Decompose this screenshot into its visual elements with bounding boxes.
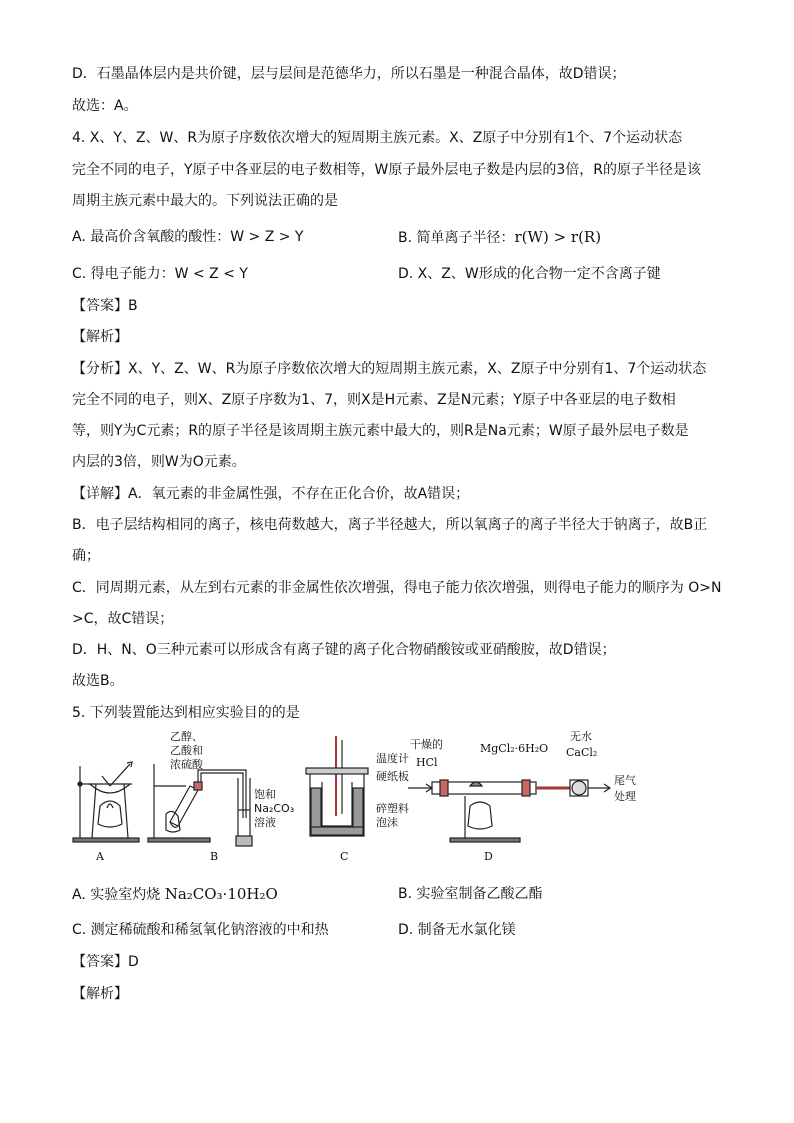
q5-option-a-formula: Na₂CO₃·10H₂O: [164, 885, 278, 903]
detail-text: >C，故C错误；: [72, 611, 174, 627]
setup-a-label: A: [96, 850, 104, 863]
b-saturated-label: Na₂CO₃: [254, 802, 295, 815]
detail-text: 【详解】A．氧元素的非金属性强，不存在正化合价，故A错误；: [72, 486, 470, 502]
c-foam-label: 碎塑料: [376, 802, 409, 815]
setup-c-apparatus: [306, 736, 368, 836]
c-board-label: 硬纸板: [376, 770, 409, 783]
analysis-label: 【解析】: [72, 986, 128, 1002]
d-dry-hcl-label: HCl: [416, 756, 438, 769]
detail-text: D．H、N、O三种元素可以形成含有离子键的离子化合物硝酸铵或亚硝酸胺，故D错误；: [72, 642, 616, 658]
b-reagent-label: 乙醇、: [170, 730, 203, 743]
setup-a-apparatus: [73, 762, 139, 842]
b-reagent-label: 浓硫酸: [170, 758, 203, 771]
c-thermometer-label: 温度计: [376, 752, 409, 765]
setup-c-label: C: [340, 850, 349, 863]
text-line: D．石墨晶体层内是共价键，层与层间是范德华力，所以石墨是一种混合晶体，故D错误；: [72, 66, 626, 82]
q5-option-c: C. 测定稀硫酸和稀氢氧化钠溶液的中和热: [72, 922, 329, 938]
setup-d-label: D: [484, 850, 493, 863]
detail-text: 故选B。: [72, 673, 124, 689]
q5-option-d: D. 制备无水氯化镁: [398, 922, 516, 938]
question-4-stem: 4. X、Y、Z、W、R为原子序数依次增大的短周期主族元素。X、Z原子中分别有1个、7个运动状态: [72, 130, 683, 146]
question-5-stem: 5. 下列装置能达到相应实验目的的是: [72, 705, 300, 721]
setup-d-apparatus: [408, 780, 610, 842]
apparatus-drawing: [70, 726, 640, 866]
question-4-stem: 完全不同的电子，Y原子中各亚层的电子数相等，W原子最外层电子数是内层的3倍，R的原子半径是该: [72, 162, 702, 178]
analysis-text: 【分析】X、Y、Z、W、R为原子序数依次增大的短周期主族元素，X、Z原子中分别有1、7个运动状态: [72, 361, 707, 377]
c-foam-label: 泡沫: [376, 816, 398, 829]
d-anhydrous-label: 无水: [570, 730, 592, 743]
text-line: 故选：A。: [72, 98, 138, 114]
setup-b-label: B: [210, 850, 219, 863]
q4-option-a: A. 最高价含氧酸的酸性：W > Z > Y: [72, 229, 304, 245]
q4-option-d: D. X、Z、W形成的化合物一定不含离子键: [398, 266, 661, 282]
q4-option-b-text: B. 简单离子半径：: [398, 230, 515, 246]
detail-text: B．电子层结构相同的离子，核电荷数越大，离子半径越大，所以氧离子的离子半径大于钠离子，故B正: [72, 517, 708, 533]
q5-option-a: [72, 884, 278, 905]
d-anhydrous-label: CaCl₂: [566, 746, 598, 759]
answer-label: 【答案】D: [72, 954, 139, 970]
b-saturated-label: 溶液: [254, 816, 276, 829]
answer-label: 【答案】B: [72, 298, 138, 314]
q4-option-c: C. 得电子能力：W < Z < Y: [72, 266, 248, 282]
analysis-text: 内层的3倍，则W为O元素。: [72, 454, 246, 470]
setup-b-apparatus: [148, 764, 252, 846]
question-4-stem: 周期主族元素中最大的。下列说法正确的是: [72, 193, 338, 209]
detail-text: 确；: [72, 548, 100, 564]
apparatus-figure: [70, 726, 640, 866]
detail-text: C．同周期元素，从左到右元素的非金属性依次增强，得电子能力依次增强，则得电子能力的顺序为 O>N: [72, 580, 722, 596]
q4-option-b-formula: r(W) > r(R): [514, 228, 602, 246]
analysis-text: 等，则Y为C元素；R的原子半径是该周期主族元素中最大的，则R是Na元素；W原子最外层电子数是: [72, 423, 689, 439]
analysis-label: 【解析】: [72, 329, 128, 345]
d-tail-gas-label: 处理: [614, 790, 636, 803]
q5-option-a-text: A. 实验室灼烧: [72, 887, 165, 903]
d-dry-hcl-label: 干燥的: [410, 738, 443, 751]
b-reagent-label: 乙酸和: [170, 744, 203, 757]
q5-option-b: B. 实验室制备乙酸乙酯: [398, 886, 543, 902]
analysis-text: 完全不同的电子，则X、Z原子序数为1、7，则X是H元素、Z是N元素；Y原子中各亚层的电子数相: [72, 392, 676, 408]
b-saturated-label: 饱和: [254, 788, 276, 801]
d-salt-label: MgCl₂·6H₂O: [480, 742, 549, 755]
d-tail-gas-label: 尾气: [614, 774, 636, 787]
q4-option-b: [398, 227, 601, 248]
